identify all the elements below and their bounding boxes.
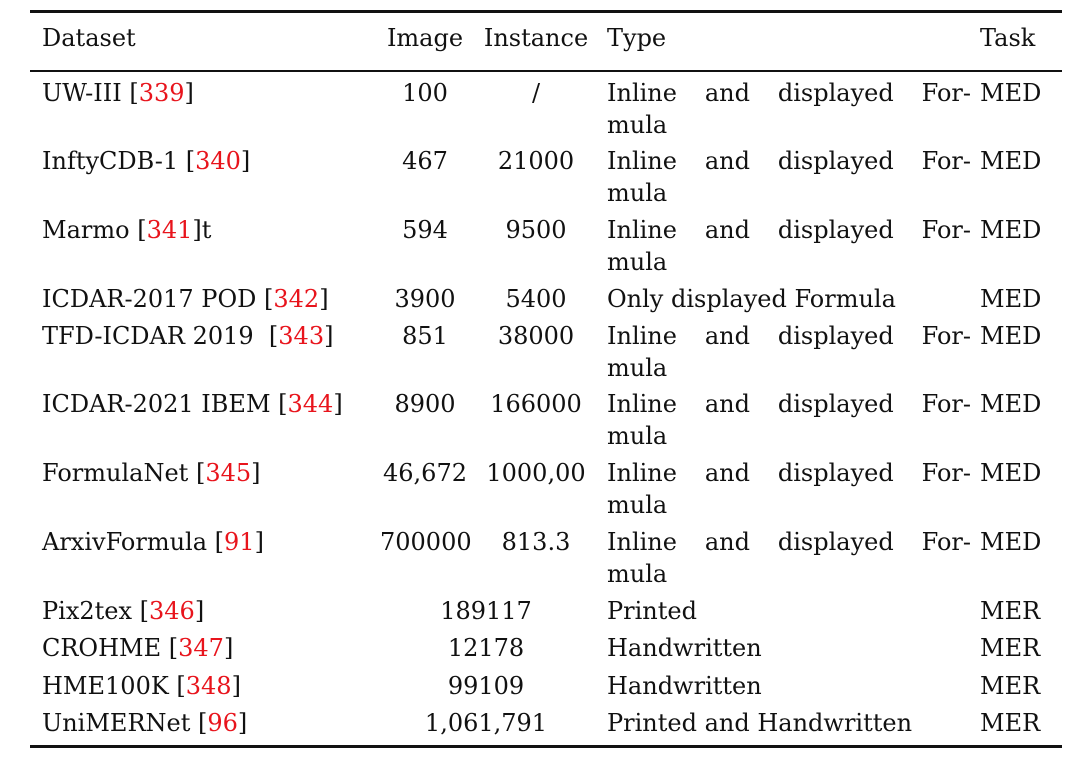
task-cell: MED [980,216,1042,244]
task-cell: MED [980,528,1042,556]
image-count-cell: 851 [402,322,448,350]
type-cell [607,388,971,452]
dataset-name: Marmo [ [42,216,147,244]
header-type: Type [607,24,667,52]
dataset-name-cell [42,283,329,315]
task-cell: MER [980,672,1041,700]
dataset-name-cell [42,670,241,702]
table-header-rule [30,70,1062,72]
type-text: Printed [607,597,697,625]
citation-link[interactable]: 346 [149,597,195,625]
citation-link[interactable]: 91 [224,528,255,556]
dataset-name-suffix: ] [194,597,205,625]
dataset-name: FormulaNet [ [42,459,206,487]
citation-link[interactable]: 96 [207,709,238,737]
task-cell: MED [980,79,1042,107]
dataset-name: ArxivFormula [ [42,528,225,556]
dataset-name: UniMERNet [ [42,709,208,737]
type-text-line2: mula [607,248,668,276]
type-text-line1: Inline and displayed For- [607,216,971,244]
dataset-name: CROHME [ [42,634,179,662]
dataset-name-cell [42,77,194,109]
type-cell [607,526,971,590]
citation-link[interactable]: 341 [146,216,193,244]
dataset-name-cell [42,214,211,246]
dataset-name: ICDAR-2021 IBEM [ [42,390,288,418]
dataset-name-suffix: ] [240,147,251,175]
type-text-line1: Inline and displayed For- [607,322,971,350]
type-text-line1: Inline and displayed For- [607,147,971,175]
type-cell [607,283,971,315]
dataset-name-suffix: ] [184,79,194,107]
task-cell: MER [980,597,1041,625]
dataset-name-suffix: ] [223,634,234,662]
image-count-cell: 467 [402,147,448,175]
image-instance-merged-cell: 12178 [447,634,525,662]
instance-count-cell: / [531,79,541,107]
image-count-cell: 46,672 [383,459,467,487]
dataset-name-cell [42,457,261,489]
task-cell: MED [980,147,1042,175]
dataset-name-cell [42,707,247,739]
type-cell [607,670,971,702]
dataset-name-suffix: ] [251,459,261,487]
citation-link[interactable]: 342 [273,285,320,313]
instance-count-cell: 166000 [490,390,582,418]
dataset-name-suffix: ]t [192,216,212,244]
instance-count-cell: 9500 [505,216,567,244]
task-cell: MED [980,285,1042,313]
task-cell: MED [980,390,1042,418]
type-cell [607,707,971,739]
type-cell [607,457,971,521]
image-count-cell: 700000 [380,528,472,556]
citation-link[interactable]: 347 [178,634,224,662]
type-text-line1: Inline and displayed For- [607,459,971,487]
dataset-name-suffix: ] [237,709,248,737]
type-text: Only displayed Formula [607,285,896,313]
dataset-name: HME100K [ [42,672,186,700]
image-count-cell: 100 [402,79,448,107]
dataset-name: TFD-ICDAR 2019 [ [42,322,279,350]
type-text-line2: mula [607,422,668,450]
citation-link[interactable]: 348 [185,672,232,700]
type-cell [607,77,971,141]
dataset-name: UW-III [ [42,79,139,107]
task-cell: MED [980,322,1042,350]
dataset-name-cell [42,632,233,664]
dataset-name-cell [42,526,264,558]
type-text-line2: mula [607,354,668,382]
type-text-line1: Inline and displayed For- [607,528,971,556]
task-cell: MER [980,709,1041,737]
dataset-name-cell [42,320,333,352]
type-text: Printed and Handwritten [607,709,913,737]
dataset-name: ICDAR-2017 POD [ [42,285,274,313]
type-text-line1: Inline and displayed For- [607,79,971,107]
dataset-name: InftyCDB-1 [ [42,147,196,175]
type-text-line2: mula [607,111,668,139]
header-image: Image [386,24,464,52]
type-text-line2: mula [607,491,668,519]
dataset-name-cell [42,595,204,627]
type-cell [607,595,971,627]
type-text-line1: Inline and displayed For- [607,390,971,418]
image-instance-merged-cell: 189117 [440,597,532,625]
instance-count-cell: 813.3 [501,528,571,556]
dataset-name-suffix: ] [231,672,241,700]
citation-link[interactable]: 345 [205,459,252,487]
image-count-cell: 594 [402,216,448,244]
type-cell [607,145,971,209]
citation-link[interactable]: 339 [138,79,185,107]
header-task: Task [980,24,1036,52]
image-instance-merged-cell: 99109 [447,672,525,700]
dataset-name-cell [42,145,250,177]
citation-link[interactable]: 343 [278,322,325,350]
citation-link[interactable]: 344 [287,390,334,418]
dataset-name-suffix: ] [324,322,334,350]
image-count-cell: 8900 [394,390,456,418]
type-text: Handwritten [607,672,762,700]
dataset-name-suffix: ] [254,528,264,556]
task-cell: MER [980,634,1041,662]
image-count-cell: 3900 [394,285,456,313]
table-top-rule [30,10,1062,13]
type-text-line2: mula [607,179,668,207]
instance-count-cell: 38000 [497,322,575,350]
type-text: Handwritten [607,634,762,662]
dataset-name-cell [42,388,343,420]
dataset-name-suffix: ] [333,390,343,418]
header-instance: Instance [483,24,589,52]
type-cell [607,632,971,664]
instance-count-cell: 21000 [497,147,575,175]
instance-count-cell: 1000,00 [486,459,586,487]
type-text-line2: mula [607,560,668,588]
image-instance-merged-cell: 1,061,791 [424,709,548,737]
dataset-name: Pix2tex [ [42,597,150,625]
type-cell [607,320,971,384]
header-dataset: Dataset [42,24,136,52]
table-bottom-rule [30,745,1062,748]
task-cell: MED [980,459,1042,487]
type-cell [607,214,971,278]
citation-link[interactable]: 340 [195,147,241,175]
dataset-name-suffix: ] [319,285,329,313]
instance-count-cell: 5400 [505,285,567,313]
